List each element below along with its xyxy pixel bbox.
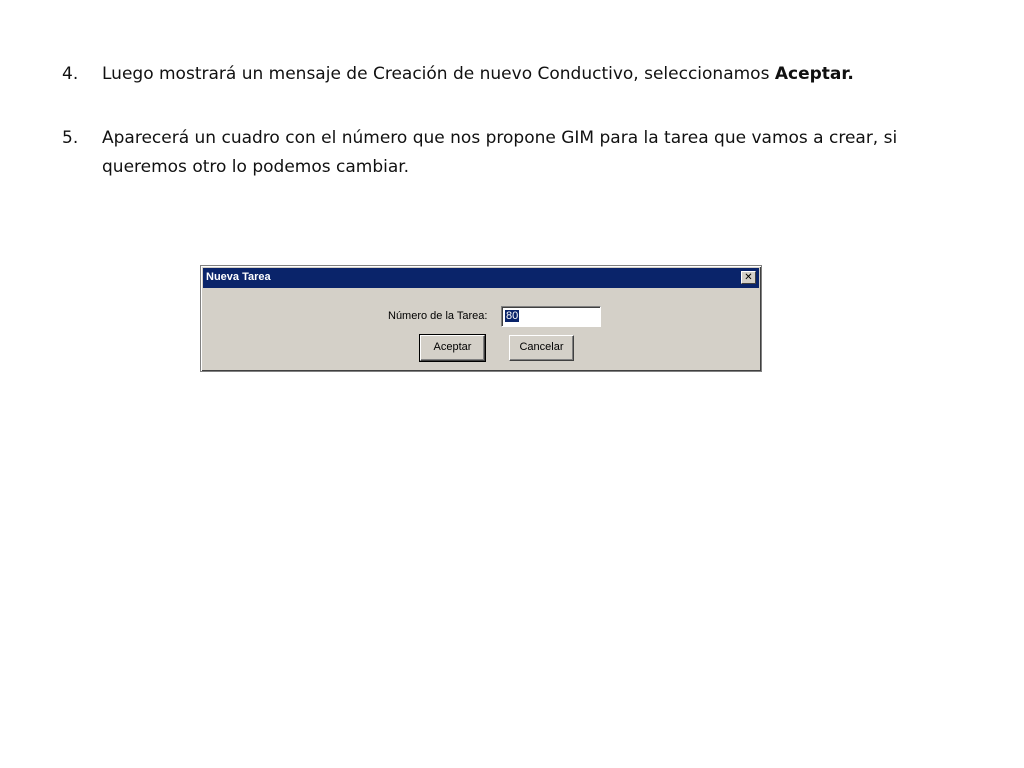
nueva-tarea-dialog <box>200 265 762 372</box>
step-number: 4. <box>62 64 79 84</box>
instruction-step-5 <box>62 124 982 182</box>
task-number-input[interactable] <box>501 306 601 327</box>
task-number-label: Número de la Tarea: <box>388 310 488 322</box>
task-number-value: 80 <box>506 310 519 322</box>
dialog-title: Nueva Tarea <box>206 271 271 283</box>
step-number: 5. <box>62 128 79 148</box>
cancel-button[interactable]: Cancelar <box>509 335 574 361</box>
step-text: Aparecerá un cuadro con el número que nos propone GIM para la tarea que vamos a crear, si queremos otro lo podemos cambiar. <box>102 128 898 177</box>
instruction-step-4 <box>62 60 982 89</box>
accept-button[interactable]: Aceptar <box>420 335 485 361</box>
close-button[interactable] <box>741 271 756 284</box>
step-text <box>102 60 982 89</box>
step-text-plain: Luego mostrará un mensaje de Creación de nuevo Conductivo, seleccionamos <box>102 64 775 84</box>
dialog-titlebar[interactable] <box>203 268 759 288</box>
step-text-bold: Aceptar. <box>774 64 854 84</box>
close-icon: ✕ <box>744 272 753 283</box>
